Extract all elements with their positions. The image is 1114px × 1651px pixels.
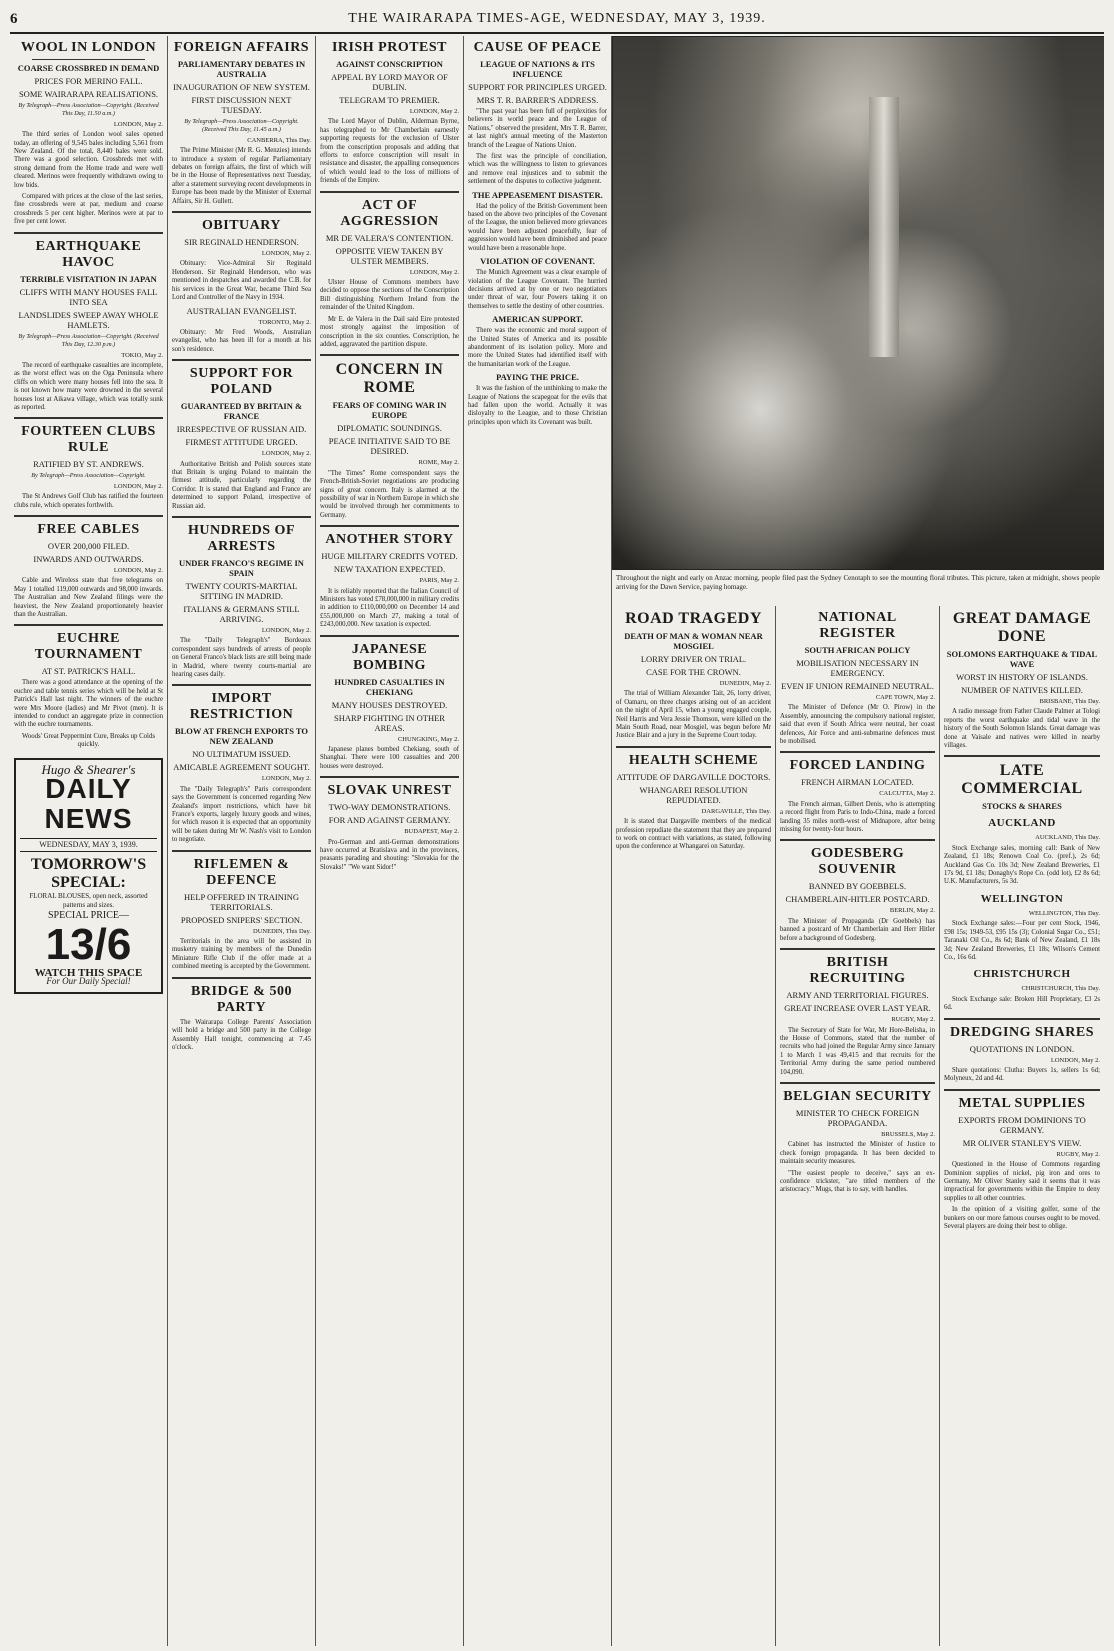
dateline: BRISBANE, This Day. (1039, 698, 1100, 705)
ad-brand: Hugo & Shearer's (41, 761, 136, 777)
headline: DREDGING SHARES (949, 1024, 1095, 1040)
dateline: CAPE TOWN, May 2. (875, 694, 935, 701)
subhead: MANY HOUSES DESTROYED. (331, 699, 448, 710)
dateline: RUGBY, May 2. (891, 1016, 935, 1024)
paragraph: The St Andrews Golf Club has ratified the fourteen clubs rule, which operates forthwith. (14, 493, 163, 509)
article-great-damage (944, 610, 1100, 750)
subhead: TELEGRAM TO PREMIER. (339, 95, 440, 105)
paragraph: Ulster House of Commons members have decided to oppose the sections of the Conscription Bill distinguishing Northern Ireland from the remainder of the United Kingdom. (320, 279, 459, 312)
paragraph: Territorials in the area will be assisted in musketry training by members of the Dunedin Miniature Rifle Club if the offer made at a combined meeting is accepted by the Government. (172, 938, 311, 971)
dateline: LONDON, May 2. (409, 268, 459, 276)
subhead: UNDER FRANCO'S REGIME IN SPAIN (179, 557, 304, 578)
dateline: BERLIN, May 2. (889, 907, 935, 915)
article-souvenir (780, 846, 935, 943)
subhead: PARLIAMENTARY DEBATES IN AUSTRALIA (177, 59, 306, 79)
headline: BRIDGE & 500 PARTY (191, 983, 292, 1015)
subhead: SUPPORT FOR PRINCIPLES URGED. (468, 82, 607, 92)
subhead: SOME WAIRARAPA REALISATIONS. (18, 89, 159, 99)
byline: By Telegraph—Press Association—Copyright. (Received This Day, 11.50 a.m.) (18, 102, 159, 118)
daily-news-ad (14, 758, 163, 994)
paragraph: "The past year has been full of perplexities for believers in world peace and the League of Nations," observed the president, Mrs T. R. Barrer, at last night's annual meeting of the Masterton branch of the League of Nations Union. (468, 108, 607, 149)
paragraph: Pro-German and anti-German demonstrations have occurred at Bratislava and in the provinces, peasants parading and shouting: "Slovakia for the Slovaks!" "We want Sidor!" (320, 838, 459, 871)
dateline: CANBERRA, This Day. (247, 136, 311, 144)
subhead: HELP OFFERED IN TRAINING TERRITORIALS. (184, 891, 299, 912)
subhead: VIOLATION OF COVENANT. (480, 256, 595, 267)
dateline: DUNEDIN, May 2. (719, 680, 771, 687)
dateline: DARGAVILLE, This Day. (701, 807, 771, 815)
paragraph: The "Daily Telegraph's" Bordeaux correspondent says hundreds of arrests of people on General Franco's black lists are still being made in Madrid, where twenty courts-martial are hearing cases daily. (172, 637, 311, 678)
subhead: MRS T. R. BARRER'S ADDRESS. (476, 95, 599, 105)
city-heading: CHRISTCHURCH (973, 968, 1071, 981)
paragraph: The Secretary of State for War, Mr Hore-Belisha, in the House of Commons, stated that the number of recruits who had joined the Regular Army since January 1 to March 1 was 49,415 and that recruits for the Territorial Army during the same period numbered 104,090. (780, 1026, 935, 1076)
column-2 (168, 36, 316, 1646)
subhead: IRRESPECTIVE OF RUSSIAN AID. (176, 424, 307, 435)
paragraph: The "Daily Telegraph's" Paris correspondent says the Government is concerned regarding New Zealand's import restrictions, which have hit France's exports, largely luxury goods and wines, for which reason it is expected that an opportunity will be taken during Mr W. Nash's visit to London to negotiate. (172, 785, 311, 844)
headline: SLOVAK UNREST (327, 783, 452, 799)
headline: IMPORT RESTRICTION (189, 691, 294, 723)
ad-price: 13/6 (45, 919, 132, 969)
article-poland (172, 366, 311, 511)
ad-price-label: SPECIAL PRICE— (47, 910, 130, 922)
headline: HUNDREDS OF ARRESTS (187, 522, 295, 554)
paragraph: The record of earthquake casualties are incomplete, as the worst effect was on the Oga Peninsula where cliffs on which were many houses fell into the sea. It is not known how many were drowned in the several houses lost at Aikawa village, which was totally sunk as reported. (14, 361, 163, 411)
headline: EARTHQUAKE HAVOC (35, 238, 142, 270)
column-4 (464, 36, 612, 1646)
subhead: AMERICAN SUPPORT. (492, 314, 583, 325)
headline: HEALTH SCHEME (628, 752, 759, 768)
paragraph: Share quotations: Clutha: Buyers 1s, sellers 1s 6d; Molyneux, 2d and 4d. (944, 1066, 1100, 1083)
article-bridge (172, 984, 311, 1053)
headline: FOURTEEN CLUBS RULE (21, 424, 156, 456)
article-peace (468, 40, 607, 427)
subhead: AMICABLE AGREEMENT SOUGHT. (173, 762, 310, 773)
subhead: AGAINST CONSCRIPTION (336, 59, 443, 69)
headline: CONCERN IN ROME (335, 361, 444, 397)
columns (10, 36, 1104, 1646)
subhead: EXPORTS FROM DOMINIONS TO GERMANY. (958, 1114, 1086, 1135)
paragraph: A radio message from Father Claude Palmer at Tologi reports the worst earthquake and tidal wave in the history of the South Solomon Islands. Great damage was done at Vaisale and natives were killed in nearby villages. (944, 708, 1100, 750)
dateline: BUDAPEST, May 2. (404, 828, 459, 836)
headline: WOOL IN LONDON (20, 40, 157, 55)
dateline: LONDON, May 2. (113, 482, 163, 490)
paragraph: Stock Exchange sale: Broken Hill Proprietary, £3 2s 6d. (944, 995, 1100, 1012)
headline: BELGIAN SECURITY (783, 1088, 932, 1104)
subhead: GREAT INCREASE OVER LAST YEAR. (784, 1003, 931, 1014)
article-euchre (14, 631, 163, 749)
subhead: INAUGURATION OF NEW SYSTEM. (173, 82, 310, 92)
subhead: STOCKS & SHARES (982, 801, 1062, 812)
dateline: CHUNGKING, May 2. (397, 735, 459, 743)
paragraph: There was the economic and moral support of the United States of America and its possible abandonment of its isolation policy. More and more the United States had identified itself with the humanitarian work of the League. (468, 327, 607, 368)
ad-special-1: TOMORROW'S (30, 856, 147, 874)
subhead: LANDSLIDES SWEEP AWAY WHOLE HAMLETS. (18, 309, 159, 330)
headline: FOREIGN AFFAIRS (173, 40, 310, 55)
subhead: CLIFFS WITH MANY HOUSES FALL INTO SEA (19, 286, 158, 307)
headline: OBITUARY (202, 218, 281, 234)
subhead: COARSE CROSSBRED IN DEMAND (17, 63, 160, 73)
masthead-title: THE WAIRARAPA TIMES-AGE, WEDNESDAY, MAY 3, 1939. (348, 11, 766, 26)
paragraph: The Prime Minister (Mr R. G. Menzies) intends to introduce a system of regular Parliamentary debates on foreign affairs, the first of which will be in the House of Representatives next Tuesday, after a statement surveying recent developments in Europe has been made by the Minister of External Affairs, Sir H. Gullett. (172, 147, 311, 205)
paragraph: "The Times" Rome correspondent says the French-British-Soviet negotiations are producing signs of great concern. Italy is alarmed at the possibility of war in Northern Europe in which she would be involved through her commitments to Germany. (320, 469, 459, 519)
subhead: HUGE MILITARY CREDITS VOTED. (321, 551, 458, 562)
article-late-commercial (944, 762, 1100, 1012)
subhead: ITALIANS & GERMANS STILL ARRIVING. (183, 603, 300, 624)
headline: ANOTHER STORY (325, 532, 454, 548)
subhead: MR OLIVER STANLEY'S VIEW. (962, 1137, 1082, 1148)
ad-date: WEDNESDAY, MAY 3, 1939. (20, 838, 157, 852)
paragraph: The Lord Mayor of Dublin, Alderman Byrne, has telegraphed to Mr Chamberlain earnestly supporting requests for the exclusion of Ulster from the conscription proposals and adding that efforts to enforce conscription will result in resistance and disaster, the appalling consequences of which would lead to the loss of millions of friends of the Empire. (320, 118, 459, 185)
article-irish (320, 40, 459, 186)
ad-title: DAILY NEWS (44, 773, 133, 835)
article-obituary (172, 218, 311, 354)
article-slovak (320, 783, 459, 872)
column-7 (940, 606, 1104, 1646)
article-dredging (944, 1025, 1100, 1084)
city-heading: WELLINGTON (980, 892, 1064, 905)
paragraph: Obituary: Mr Fred Woods, Australian evangelist, who has been ill for a month at his son's residence. (172, 328, 311, 353)
headline: GODESBERG SOUVENIR (810, 846, 905, 878)
dateline: CHRISTCHURCH, This Day. (1021, 985, 1100, 993)
dateline: TOKIO, May 2. (121, 351, 163, 359)
headline: SUPPORT FOR POLAND (189, 366, 294, 398)
paragraph: The trial of William Alexander Tait, 26, lorry driver, of Oamaru, on three charges arising out of an accident on the night of April 15, when a young engaged couple, Neil Harris and Vera Jessie Thomson, were killed on the Main South Road, near Mosgiel, was begun before Mr Justice Blair and a jury in the Supreme Court today. (616, 690, 771, 740)
article-clubs (14, 424, 163, 510)
subhead: PEACE INITIATIVE SAID TO BE DESIRED. (328, 436, 451, 457)
subhead: MINISTER TO CHECK FOREIGN PROPAGANDA. (795, 1107, 920, 1128)
article-riflemen (172, 857, 311, 972)
subhead: EVEN IF UNION REMAINED NEUTRAL. (781, 681, 934, 691)
headline: GREAT DAMAGE DONE (952, 610, 1092, 645)
headline: ROAD TRAGEDY (625, 610, 762, 627)
subhead: MR DE VALERA'S CONTENTION. (325, 232, 454, 243)
paragraph: It was the fashion of the unthinking to make the League of Nations the scapegoat for the evils that had fallen upon the world. Actually it was disloyalty to the League, and to those Christian principles upon which its Covenant was built. (468, 385, 607, 426)
subhead: WORST IN HISTORY OF ISLANDS. (956, 672, 1088, 682)
dateline: DUNEDIN, This Day. (253, 927, 311, 935)
subhead: SIR REGINALD HENDERSON. (184, 237, 299, 248)
headline: FORCED LANDING (789, 758, 926, 774)
subhead: DIPLOMATIC SOUNDINGS. (337, 423, 442, 434)
paragraph: There was a good attendance at the opening of the euchre and table tennis series which will be held at St Patrick's Hall last night. The winners of the euchre were Mrs Moore (ladies) and Mr Pivot (men). It is intended to conduct an aggregate prize in connection with the euchre tournaments. (14, 679, 163, 729)
subhead: SOUTH AFRICAN POLICY (804, 645, 911, 655)
photo-area (612, 36, 1104, 1646)
subhead: ARMY AND TERRITORIAL FIGURES. (786, 990, 929, 1001)
paragraph: Questioned in the House of Commons regarding Dominion supplies of nickel, pig iron and ores to Germany, Mr Oliver Stanley said it seems that it was impractical for governments within the Empire to deny supplies to all other countries. (944, 1161, 1100, 1202)
dateline: LONDON, May 2. (113, 120, 163, 128)
column-1 (10, 36, 168, 1646)
article-health-scheme (616, 753, 771, 852)
dateline: LONDON, May 2. (1050, 1056, 1100, 1064)
dateline: PARIS, May 2. (419, 577, 459, 585)
subhead: CHAMBERLAIN-HITLER POSTCARD. (785, 894, 930, 905)
subhead: PROPOSED SNIPERS' SECTION. (180, 914, 303, 925)
headline: EUCHRE TOURNAMENT (34, 631, 143, 663)
subhead: PRICES FOR MERINO FALL. (34, 76, 143, 86)
subhead: NO ULTIMATUM ISSUED. (192, 749, 291, 760)
column-3 (316, 36, 464, 1646)
dateline: ROME, May 2. (418, 459, 459, 467)
paragraph: "The easiest people to deceive," says an ex-confidence trickster, "are titled members of the aristocracy." Mugs, that is to say, with handles. (780, 1169, 935, 1194)
subhead: QUOTATIONS IN LONDON. (969, 1043, 1075, 1054)
subhead: DEATH OF MAN & WOMAN NEAR MOSGIEL (624, 631, 763, 651)
paragraph: Stock Exchange sales:—Four per cent Stock, 1946, £98 15s; 1949-53, £95 15s (3); Colonial Sugar Co., £51; Taranaki Oil Co., 8s 6d; Bank of New Zealand, £1 18s 3d; New Zealand Breweries, £1 18s; Wilson's Cement Co., 16s 6d. (944, 920, 1100, 961)
article-another-story (320, 532, 459, 629)
dateline: TORONTO, May 2. (258, 318, 311, 326)
headline: METAL SUPPLIES (958, 1095, 1086, 1111)
paragraph: Stock Exchange sales, morning call: Bank of New Zealand, £1 18s; Renown Coal Co. (pref.), 2s 6d; Auckland Gas Co. 10s 3d; New Zealand Breweries, £1 17s 9d, £1 18s; Donaghy's Rope Co. (odd lot), £2 8s 6d; U.K. Manufacturers, 5s 3d. (944, 844, 1100, 886)
dateline: WELLINGTON, This Day. (1028, 909, 1100, 917)
dateline: LONDON, May 2. (113, 566, 163, 574)
article-register (780, 610, 935, 746)
subhead: WHANGAREI RESOLUTION REPUDIATED. (639, 784, 748, 805)
subhead: BLOW AT FRENCH EXPORTS TO NEW ZEALAND (174, 726, 309, 747)
subhead: GUARANTEED BY BRITAIN & FRANCE (180, 401, 303, 422)
ad-daily: For Our Daily Special! (46, 976, 131, 987)
headline: JAPANESE BOMBING (351, 641, 428, 673)
article-earthquake (14, 239, 163, 413)
dateline: LONDON, May 2. (261, 626, 311, 634)
article-wool (14, 40, 163, 227)
subhead: FEARS OF COMING WAR IN EUROPE (332, 400, 447, 421)
ad-watch: WATCH THIS SPACE (34, 966, 143, 979)
byline: By Telegraph—Press Association—Copyright. (Received This Day, 11.45 a.m.) (184, 118, 299, 134)
subhead: LORRY DRIVER ON TRIAL. (640, 654, 747, 664)
subhead: SOLOMONS EARTHQUAKE & TIDAL WAVE (946, 649, 1098, 669)
subhead: HUNDRED CASUALTIES IN CHEKIANG (334, 676, 445, 697)
dateline: LONDON, May 2. (261, 250, 311, 258)
byline: By Telegraph—Press Association—Copyright. (Received This Day, 12.30 p.m.) (18, 332, 159, 349)
article-metal (944, 1096, 1100, 1232)
paragraph: Had the policy of the British Government been based on the above two principles of the Covenant of the League, the union believed more grievances would have been adjusted peacefully, fear of aggression would have been diminished and peace would have been a reasonable hope. (468, 202, 607, 252)
masthead (10, 6, 1104, 34)
headline: FREE CABLES (37, 521, 140, 537)
paragraph: The French airman, Gilbert Denis, who is attempting a record flight from Paris to Indo-China, made a forced landing 35 miles north-west of Midnapore, after being missing for twenty-four hours. (780, 800, 935, 834)
article-foreign-affairs (172, 40, 311, 206)
headline: NATIONAL REGISTER (818, 610, 897, 641)
column-6 (776, 606, 940, 1646)
page-number: 6 (10, 10, 19, 27)
ad-description: FLORAL BLOUSES, open neck, assorted patterns and sizes. (29, 892, 148, 909)
photo-figure (869, 97, 899, 357)
paragraph: The Wairarapa College Parents' Association will hold a bridge and 500 party in the College Assembly Hall tonight, commencing at 7.45 o'clock. (172, 1018, 311, 1051)
article-recruiting (780, 955, 935, 1077)
article-japanese (320, 642, 459, 772)
article-forced-landing (780, 758, 935, 834)
headline: RIFLEMEN & DEFENCE (193, 856, 290, 888)
subhead: BANNED BY GOEBBELS. (808, 881, 907, 892)
subhead: SHARP FIGHTING IN OTHER AREAS. (334, 712, 445, 733)
dateline: BRUSSELS, May 2. (881, 1130, 935, 1138)
ad-line: Woods' Great Peppermint Cure, Breaks up Colds quickly. (21, 732, 155, 749)
dateline: RUGBY, May 2. (1056, 1150, 1100, 1158)
paragraph: The Minister of Propaganda (Dr Goebbels) has banned a postcard of Mr Chamberlain and Herr Hitler before a background of Godesberg. (780, 917, 935, 942)
dateline: AUCKLAND, This Day. (1035, 834, 1100, 842)
city-heading: AUCKLAND (988, 817, 1056, 830)
photo-caption: Throughout the night and early on Anzac morning, people filed past the Sydney Cenotaph to see the mounting floral tributes. This picture, taken at midnight, shows people arriving for the Dawn Service, paying homage. (616, 574, 1100, 591)
paragraph: Mr E. de Valera in the Dail said Eire protested most strongly against the imposition of conscription in the six counties. Conscription, he added, aggravated the partition dispute. (320, 315, 459, 348)
subhead: TWENTY COURTS-MARTIAL SITTING IN MADRID. (185, 580, 298, 601)
headline: CAUSE OF PEACE (473, 40, 602, 55)
paragraph: In the opinion of a visiting golfer, some of the bunkers on our more famous courses ought to be moved. Several players are doing their best to oblige. (944, 1206, 1100, 1230)
article-cables (14, 522, 163, 619)
subhead: INWARDS AND OUTWARDS. (33, 553, 144, 564)
subhead: FIRST DISCUSSION NEXT TUESDAY. (191, 95, 292, 115)
subhead: OPPOSITE VIEW TAKEN BY ULSTER MEMBERS. (335, 245, 444, 266)
column-5 (612, 606, 776, 1646)
subhead: AT ST. PATRICK'S HALL. (41, 666, 136, 677)
headline: BRITISH RECRUITING (809, 955, 906, 987)
paragraph: It is stated that Dargaville members of the medical profession repudiate the statement that they are prepared to work on contract with variations, as stated, following upon the conference at Whangarei on Saturday. (616, 818, 771, 851)
subhead: FRENCH AIRMAN LOCATED. (801, 777, 914, 788)
paragraph: Cabinet has instructed the Minister of Justice to check foreign propaganda. It has been decided to maintain security measures. (780, 1141, 935, 1166)
article-import (172, 691, 311, 844)
subhead: CASE FOR THE CROWN. (646, 667, 741, 677)
subhead: ATTITUDE OF DARGAVILLE DOCTORS. (616, 771, 771, 782)
paragraph: The third series of London wool sales opened today, an offering of 9,545 bales including 5,561 from New Zealand. Of the total, 8,440 bales were sold. There was a good selection. Crossbreds met with strong demand from the Home trade and were well cleared. Merinos were frequently withdrawn owing to low bids. (14, 131, 163, 189)
subhead: TWO-WAY DEMONSTRATIONS. (328, 802, 451, 813)
cenotaph-photo (612, 36, 1104, 570)
subhead: LEAGUE OF NATIONS & ITS INFLUENCE (480, 59, 595, 79)
article-rome (320, 361, 459, 520)
article-road-tragedy (616, 610, 771, 741)
subhead: PAYING THE PRICE. (496, 372, 579, 383)
article-belgian (780, 1089, 935, 1195)
paragraph: Obituary: Vice-Admiral Sir Reginald Henderson. Sir Reginald Henderson, who was mentioned in despatches and awarded the C.B. for his services in the Great War, became Third Sea Lord and Controller of the Navy in 1934. (172, 260, 311, 302)
subhead: FIRMEST ATTITUDE URGED. (185, 437, 298, 448)
paragraph: The Munich Agreement was a clear example of violation of the League Covenant. The hurried decisions arrived at by one or two negotiators under threat of war, four Powers taking it on themselves to settle the destiny of other countries. (468, 269, 607, 310)
headline: LATE COMMERCIAL (961, 762, 1083, 798)
paragraph: It is reliably reported that the Italian Council of Ministers has voted £78,000,000 in military credits in addition to £110,000,000 on December 14 and £55,000,000 on March 27, making a total of £243,000,000. New taxation is expected. (320, 587, 459, 629)
paragraph: The Minister of Defence (Mr O. Pirow) in the Assembly, announcing the compulsory national register, said that even if South Africa were neutral, her coast defences, Air Force and anti-submarine defences must be mobilised. (780, 704, 935, 746)
headline: IRISH PROTEST (331, 40, 448, 55)
dateline: LONDON, May 2. (261, 450, 311, 458)
subhead: MOBILISATION NECESSARY IN EMERGENCY. (796, 658, 919, 678)
dateline: LONDON, May 2. (409, 108, 459, 115)
paragraph: Compared with prices at the close of the last series, fine crossbreds were at par, medium and coarse crossbreds 5 per cent higher. Merinos were at par to five per cent lower. (14, 193, 163, 226)
article-aggression (320, 198, 459, 350)
subhead: TERRIBLE VISITATION IN JAPAN (20, 273, 157, 284)
paragraph: Cable and Wireless state that free telegrams on May 1 totalled 119,000 outwards and 98,000 inwards. The Australian and New Zealand filings were the heaviest, the New Zealand proportionately heavier than the Australian. (14, 577, 163, 618)
paragraph: Japanese planes bombed Chekiang, south of Shanghai. There were 100 casualties and 200 houses were destroyed. (320, 746, 459, 770)
dateline: CALCUTTA, May 2. (879, 790, 935, 798)
subhead: APPEAL BY LORD MAYOR OF DUBLIN. (331, 72, 448, 92)
byline: By Telegraph—Press Association—Copyright. (31, 472, 146, 480)
paragraph: Authoritative British and Polish sources state that Britain is urging Poland to maintain the firmest attitude, particularly regarding the Corridor. It is stated that England and France are determined to support Poland, irrespective of Russian aid. (172, 460, 311, 510)
subhead: OVER 200,000 FILED. (47, 540, 130, 551)
subhead: FOR AND AGAINST GERMANY. (328, 815, 451, 826)
paragraph: The first was the principle of conciliation, which was the willingness to listen to grievances and remove real injustices and to submit the settlement of the disputes to collective judgment. (468, 153, 607, 186)
ad-special-2: SPECIAL: (51, 874, 126, 892)
subhead: NEW TAXATION EXPECTED. (333, 564, 446, 575)
subhead: NUMBER OF NATIVES KILLED. (961, 685, 1083, 695)
subhead: AUSTRALIAN EVANGELIST. (186, 305, 297, 316)
subhead: RATIFIED BY ST. ANDREWS. (33, 459, 144, 470)
dateline: LONDON, May 2. (261, 775, 311, 783)
headline: ACT OF AGGRESSION (340, 197, 439, 229)
subhead: THE APPEASEMENT DISASTER. (472, 189, 603, 200)
article-arrests (172, 523, 311, 679)
